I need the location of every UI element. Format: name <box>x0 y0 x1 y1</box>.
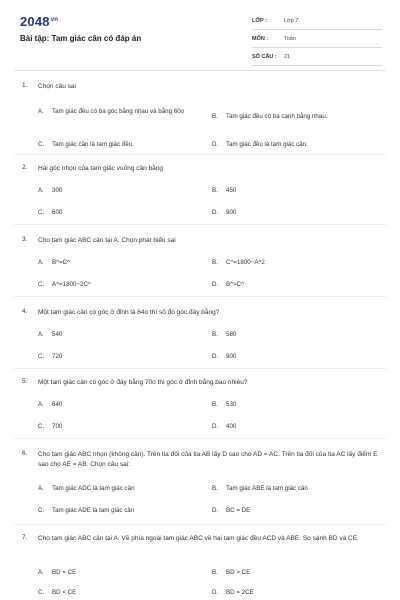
option-text: BD > CE <box>226 569 251 576</box>
question-divider <box>14 524 386 525</box>
question-text: Cho tam giác ABC nhọn (không cân). Trên tia đối của tia AB lấy D sao cho AD = AC. Trên tia đối của tia AC lấy điểm E sao cho AE = AB. Chọn câu sai: <box>38 451 378 468</box>
option-letter: B. <box>212 187 218 194</box>
option-text: BD = 2CE <box>226 589 254 596</box>
logo-suffix: vn <box>50 16 59 23</box>
option-letter: D. <box>212 353 219 360</box>
question-text: Một tam giác cân có góc ở đỉnh là 64o thì số đo góc đáy bằng? <box>38 309 220 316</box>
option-letter: C. <box>38 209 45 216</box>
option-letter: B. <box>212 259 218 266</box>
meta-row-class <box>252 14 382 30</box>
question-divider <box>14 154 386 155</box>
header-divider <box>14 70 386 71</box>
question-text: Cho tam giác ABC cân tại A. Vẽ phía ngoài tam giác ABC về hai tam giác đều ACD và ABE. So sánh BD và CE. <box>38 535 359 542</box>
meta-value: Lớp 7 <box>284 18 299 24</box>
meta-value: 21 <box>284 54 291 60</box>
option-text: 900 <box>226 353 237 360</box>
option-text: B^=C^ <box>52 259 71 266</box>
option-letter: B. <box>212 569 218 576</box>
option-text: Tam giác đều có ba cạnh bằng nhau. <box>226 113 328 120</box>
page-title: Bài tập: Tam giác cân có đáp án <box>20 34 142 43</box>
meta-label: LỚP : <box>252 18 267 24</box>
meta-row-count <box>252 50 382 66</box>
option-text: BD < CE <box>52 589 77 596</box>
question-divider <box>14 224 386 225</box>
option-letter: D. <box>212 423 219 430</box>
option-text: Tam giác đều là tam giác cân. <box>226 141 308 148</box>
question-divider <box>14 368 386 369</box>
logo-main: 2048 <box>20 14 50 29</box>
meta-info <box>252 14 382 68</box>
question-text: Cho tam giác ABC cân tại A. Chọn phát biểu sai <box>38 237 176 244</box>
option-text: 400 <box>226 423 237 430</box>
option-letter: D. <box>212 141 219 148</box>
meta-value: Toán <box>284 36 296 42</box>
option-text: 530 <box>226 401 237 408</box>
option-letter: A. <box>38 187 44 194</box>
option-text: Tam giác ADC là tam giác cân <box>52 485 135 492</box>
option-letter: A. <box>38 569 44 576</box>
option-letter: C. <box>38 507 45 514</box>
option-letter: D. <box>212 589 219 596</box>
option-letter: A. <box>38 108 44 115</box>
option-letter: C. <box>38 141 45 148</box>
meta-row-subject <box>252 32 382 48</box>
option-letter: B. <box>212 485 218 492</box>
option-text: 450 <box>226 187 237 194</box>
option-text: Tam giác đều có ba góc bằng nhau và bằng 60o <box>52 108 185 115</box>
meta-label: SỐ CÂU : <box>252 54 277 60</box>
question-text: Chọn câu sai <box>38 83 76 90</box>
option-text: 900 <box>226 209 237 216</box>
option-letter: C. <box>38 589 45 596</box>
page-header <box>0 0 400 70</box>
option-text: B^>C^ <box>226 281 245 288</box>
site-logo[interactable] <box>20 14 58 29</box>
option-letter: D. <box>212 209 219 216</box>
question-number: 4. <box>22 308 28 315</box>
option-letter: A. <box>38 259 44 266</box>
option-text: 700 <box>52 423 63 430</box>
question-number: 5. <box>22 378 28 385</box>
option-text: Tam giác cân là tam giác đều. <box>52 141 134 148</box>
question-text: Một tam giác cân có góc ở đáy bằng 70o thì góc ở đỉnh bằng bao nhiêu? <box>38 379 248 386</box>
option-letter: B. <box>212 401 218 408</box>
option-text: 300 <box>52 187 63 194</box>
question-divider <box>14 296 386 297</box>
question-number: 7. <box>22 534 28 541</box>
question-number: 6. <box>22 450 28 457</box>
option-text: BD = CE <box>52 569 77 576</box>
option-text: A^=1800−2C^ <box>52 281 91 288</box>
question-number: 3. <box>22 236 28 243</box>
option-letter: A. <box>38 401 44 408</box>
question-divider <box>14 438 386 439</box>
option-letter: C. <box>38 281 45 288</box>
option-text: 580 <box>226 331 237 338</box>
question-number: 1. <box>22 82 28 89</box>
option-letter: A. <box>38 331 44 338</box>
option-text: 540 <box>52 331 63 338</box>
option-letter: A. <box>38 485 44 492</box>
option-text: 640 <box>52 401 63 408</box>
option-letter: B. <box>212 331 218 338</box>
option-letter: D. <box>212 507 219 514</box>
question-text: Hai góc nhọn của tam giác vuông cân bằng <box>38 165 164 172</box>
option-text: C^=1800−A^2 <box>226 259 265 266</box>
option-text: 600 <box>52 209 63 216</box>
option-letter: D. <box>212 281 219 288</box>
option-letter: C. <box>38 353 45 360</box>
option-text: Tam giác ABE là tam giác cân <box>226 485 308 492</box>
option-letter: C. <box>38 423 45 430</box>
option-letter: B. <box>212 113 218 120</box>
meta-label: MÔN : <box>252 36 269 42</box>
question-number: 2. <box>22 164 28 171</box>
option-text: 720 <box>52 353 63 360</box>
option-text: BC = DE <box>226 507 251 514</box>
option-text: Tam giác ADE là tam giác cân <box>52 507 135 514</box>
